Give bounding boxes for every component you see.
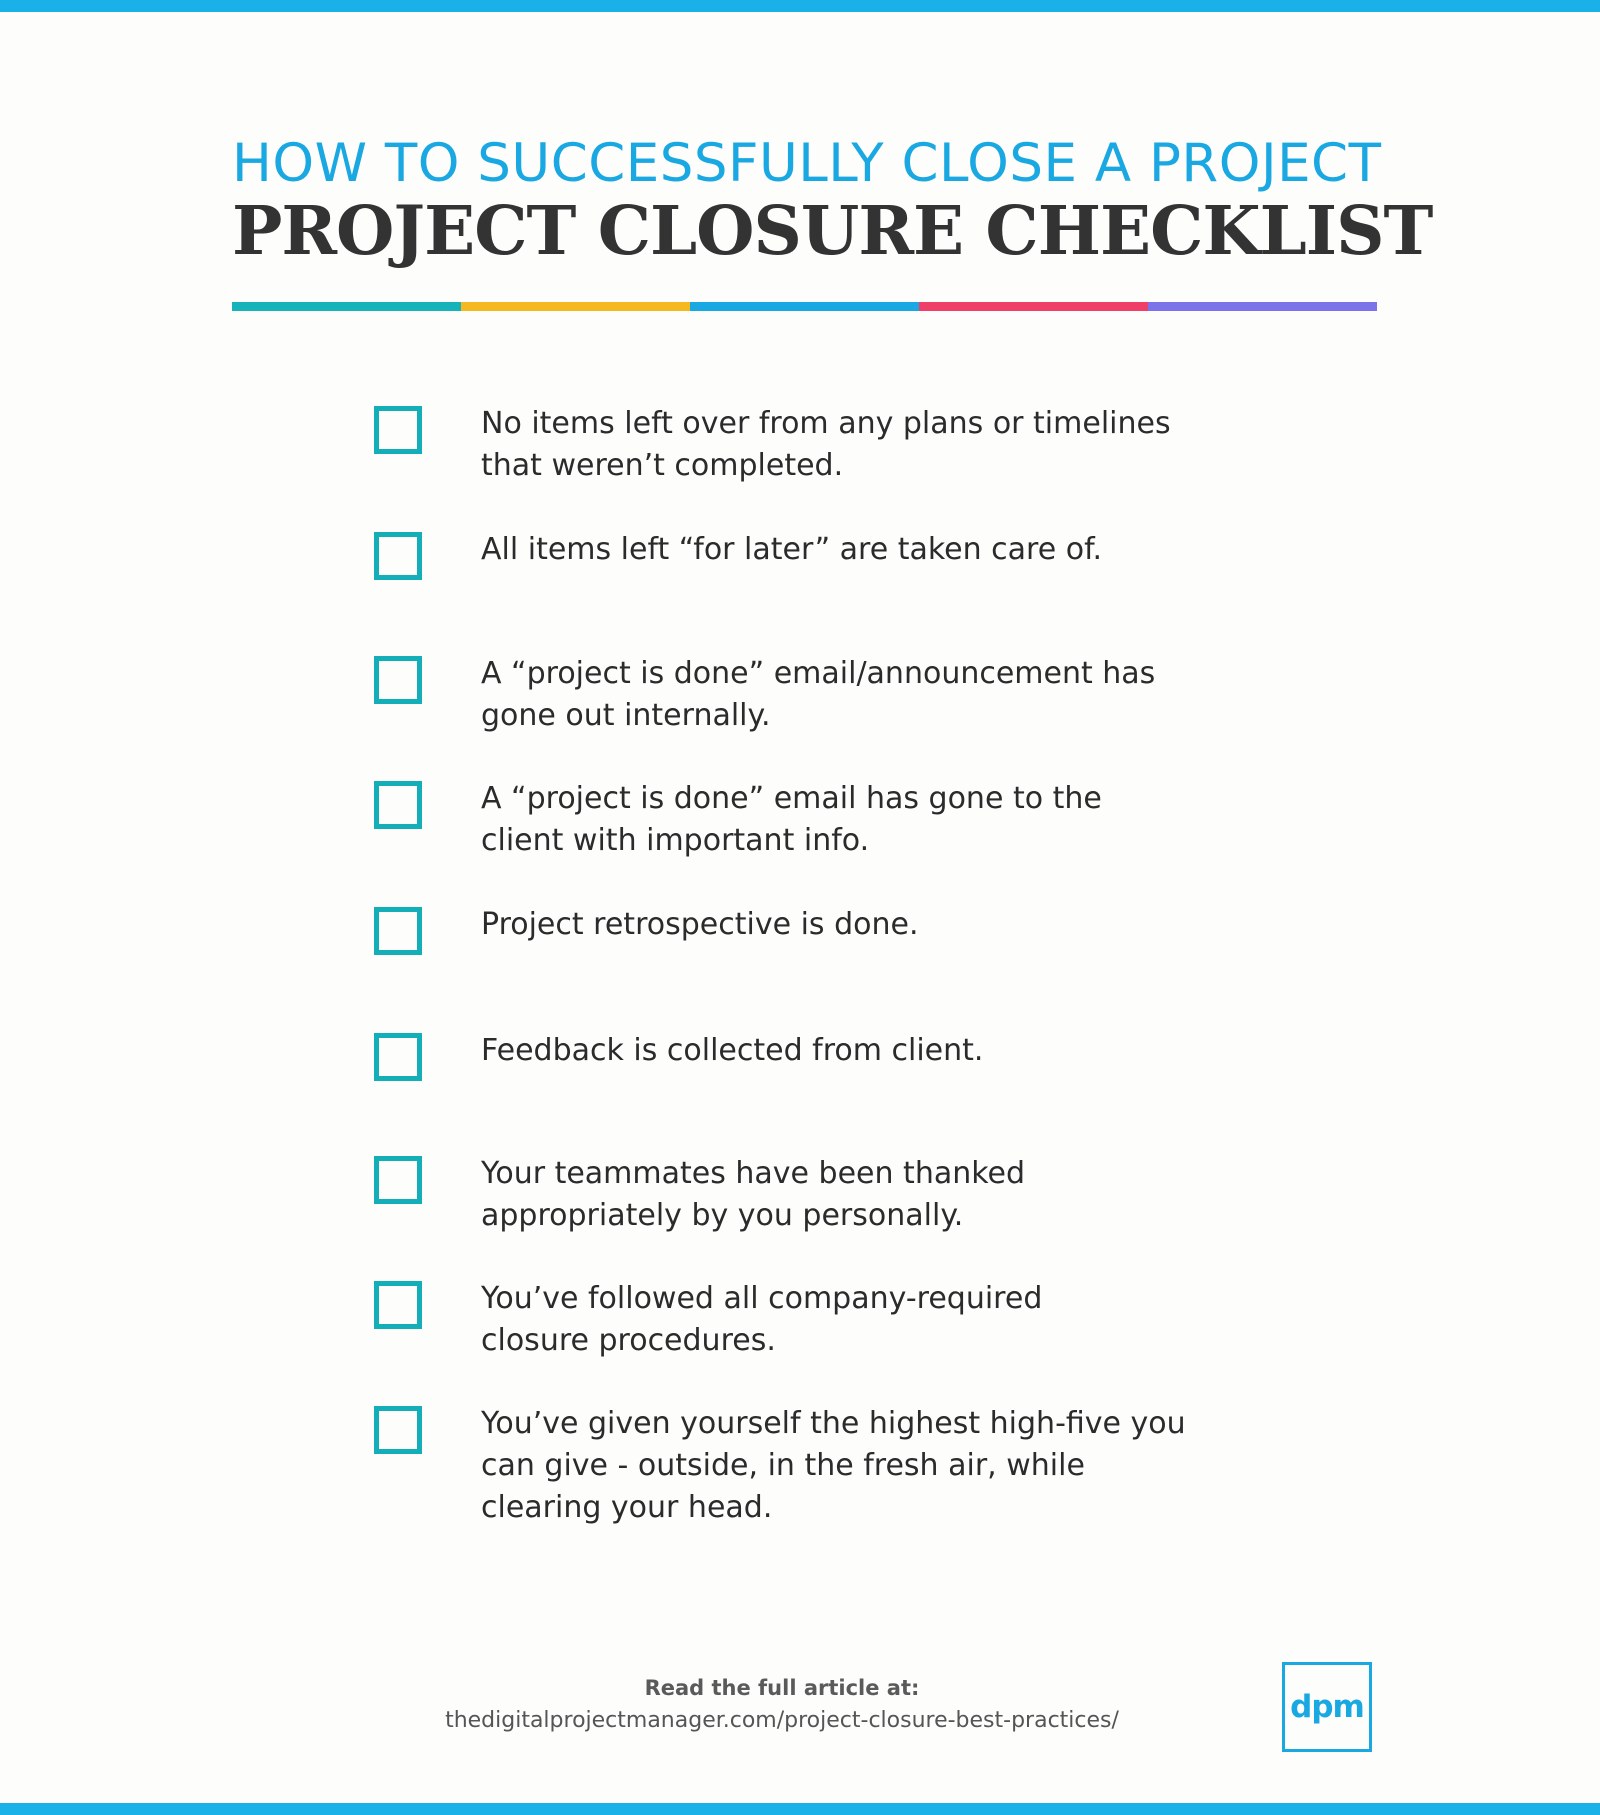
item-line: closure procedures.: [481, 1323, 776, 1358]
bottom-border: [0, 1803, 1600, 1815]
item-line: A “project is done” email has gone to the: [481, 781, 1102, 816]
checklist-item-text: [481, 904, 1241, 946]
checkbox[interactable]: [374, 1406, 422, 1454]
item-line: Feedback is collected from client.: [481, 1033, 984, 1068]
item-line: A “project is done” email/announcement has: [481, 656, 1156, 691]
page-title: PROJECT CLOSURE CHECKLIST: [232, 191, 1433, 270]
item-line: Your teammates have been thanked: [481, 1156, 1026, 1191]
item-line: appropriately by you personally.: [481, 1198, 964, 1233]
page-subtitle: HOW TO SUCCESSFULLY CLOSE A PROJECT: [232, 133, 1382, 194]
checklist-item-text: [481, 653, 1241, 737]
checkbox[interactable]: [374, 1033, 422, 1081]
checklist-item-text: [481, 403, 1241, 487]
item-line: You’ve followed all company-required: [481, 1281, 1043, 1316]
checkbox[interactable]: [374, 907, 422, 955]
checklist-item-text: [481, 1403, 1241, 1529]
checkbox[interactable]: [374, 656, 422, 704]
checkbox[interactable]: [374, 532, 422, 580]
item-line: No items left over from any plans or timelines: [481, 406, 1171, 441]
checkbox[interactable]: [374, 1281, 422, 1329]
footer: [232, 1672, 1332, 1738]
item-line: that weren’t completed.: [481, 448, 844, 483]
checklist-item-text: [481, 778, 1241, 862]
checkbox[interactable]: [374, 781, 422, 829]
item-line: client with important info.: [481, 823, 870, 858]
dpm-logo: dpm: [1282, 1662, 1372, 1752]
item-line: gone out internally.: [481, 698, 771, 733]
checklist-item-text: [481, 1153, 1241, 1237]
article-link[interactable]: thedigitalprojectmanager.com/project-closure-best-practices/: [445, 1708, 1119, 1733]
checklist-item-text: [481, 529, 1241, 571]
item-line: You’ve given yourself the highest high-five you: [481, 1406, 1186, 1441]
checkbox[interactable]: [374, 1156, 422, 1204]
item-line: Project retrospective is done.: [481, 907, 919, 942]
checklist-item-text: [481, 1278, 1241, 1362]
item-line: can give - outside, in the fresh air, while: [481, 1448, 1085, 1483]
checklist-item-text: [481, 1030, 1241, 1072]
item-line: All items left “for later” are taken care of.: [481, 532, 1102, 567]
item-line: clearing your head.: [481, 1490, 773, 1525]
checkbox[interactable]: [374, 406, 422, 454]
footer-label: Read the full article at:: [644, 1676, 920, 1700]
